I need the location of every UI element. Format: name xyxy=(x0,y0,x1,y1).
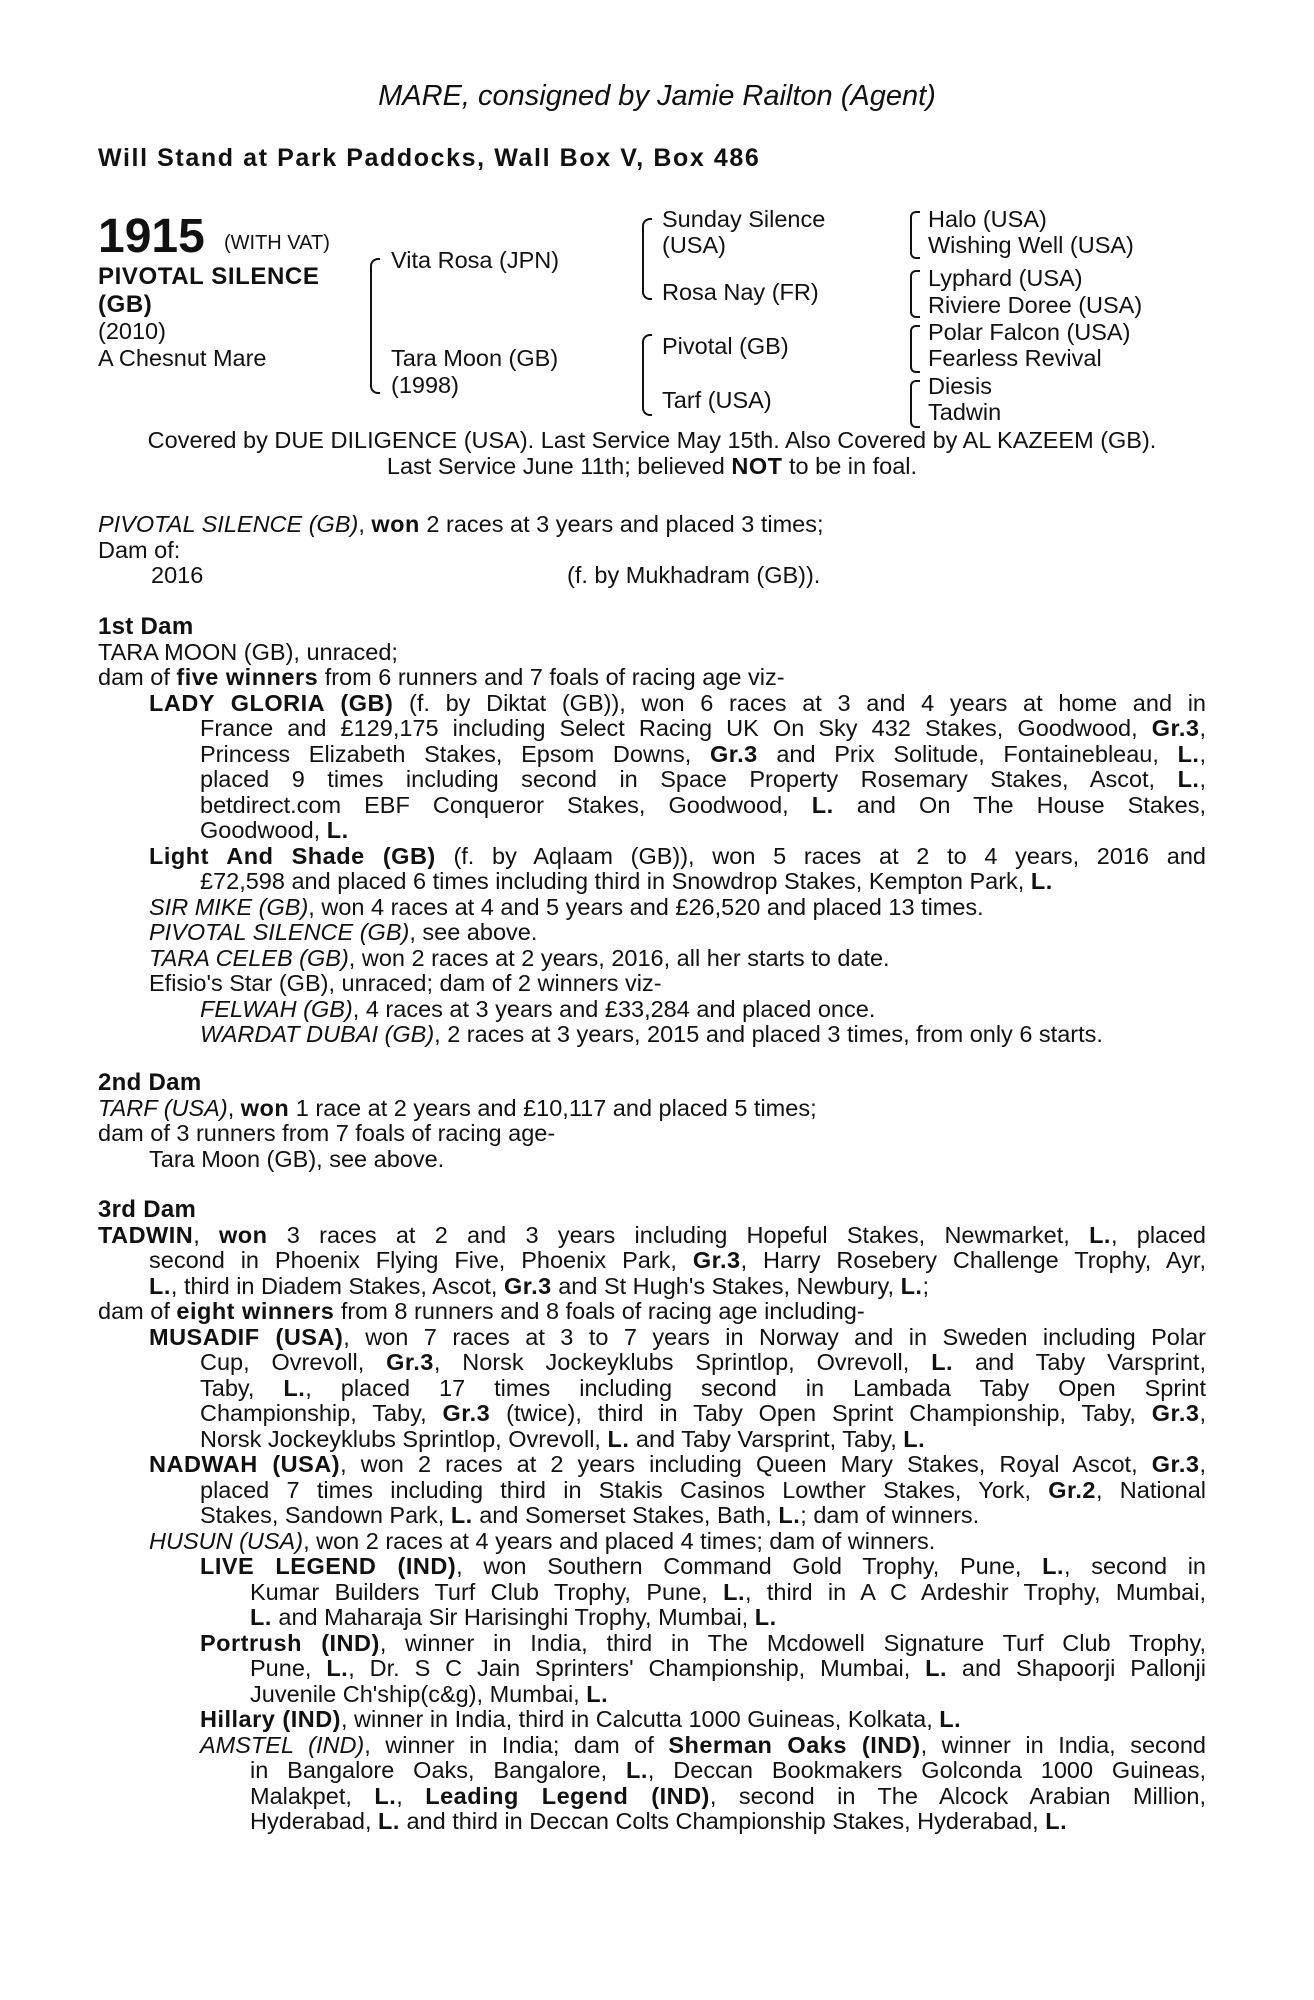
produce-musadif: MUSADIF (USA), won 7 races at 3 to 7 years in Norway and in Sweden including Polar xyxy=(149,1324,1206,1350)
text-line: Norsk Jockeyklubs Sprintlop, Ovrevoll, L. and Taby Varsprint, Taby, L. xyxy=(200,1425,926,1452)
produce-item: 2016 (f. by Mukhadram (GB)). xyxy=(151,562,821,588)
pedigree-dss: Polar Falcon (USA) xyxy=(928,319,1131,345)
text-line: placed 7 times including third in Stakis Casinos Lowther Stakes, York, Gr.2, National xyxy=(200,1477,1206,1503)
pedigree-sdd: Riviere Doree (USA) xyxy=(928,292,1143,318)
produce-portrush: Portrush (IND), winner in India, third in The Mcdowell Signature Turf Club Trophy, xyxy=(200,1630,1206,1656)
produce-felwah: FELWAH (GB), 4 races at 3 years and £33,284 and placed once. xyxy=(200,995,876,1022)
second-dam-summary: dam of 3 runners from 7 foals of racing age- xyxy=(98,1120,556,1146)
covering-line-2: Last Service June 11th; believed NOT to be in foal. xyxy=(386,452,918,479)
pedigree-sire-sire-1: Sunday Silence xyxy=(662,206,826,232)
produce-hillary: Hillary (IND), winner in India, third in Calcutta 1000 Guineas, Kolkata, L. xyxy=(200,1706,962,1732)
produce-amstel: AMSTEL (IND), winner in India; dam of Sherman Oaks (IND), winner in India, second xyxy=(200,1732,1206,1758)
brace-dam-side xyxy=(642,334,652,416)
text-line: L., third in Diadem Stakes, Ascot, Gr.3 and St Hugh's Stakes, Newbury, L.; xyxy=(149,1272,929,1299)
text-line: L. and Maharaja Sir Harisinghi Trophy, Mumbai, L. xyxy=(250,1604,777,1630)
pedigree-dsd: Fearless Revival xyxy=(928,345,1102,371)
text-line: placed 9 times including second in Space Property Rosemary Stakes, Ascot, L., xyxy=(200,767,1206,792)
pedigree-sire: Vita Rosa (JPN) xyxy=(391,247,560,273)
horse-name-line1: PIVOTAL SILENCE xyxy=(98,263,320,290)
produce-record xyxy=(98,512,1206,589)
text-line: Taby, L., placed 17 times including second in Lambada Taby Open Sprint xyxy=(200,1375,1206,1401)
first-dam-summary: dam of five winners from 6 runners and 7 foals of racing age viz- xyxy=(98,664,785,690)
stand-location: Will Stand at Park Paddocks, Wall Box V, Box 486 xyxy=(98,144,761,172)
pedigree-dam: Tara Moon (GB) xyxy=(391,345,559,371)
page-title: MARE, consigned by Jamie Railton (Agent) xyxy=(378,80,936,112)
text-line: £72,598 and placed 6 times including third in Snowdrop Stakes, Kempton Park, L. xyxy=(200,868,1053,894)
third-dam-heading: 3rd Dam xyxy=(98,1196,197,1223)
text-line: Juvenile Ch'ship(c&g), Mumbai, L. xyxy=(250,1680,609,1707)
horse-description: A Chesnut Mare xyxy=(98,345,267,371)
pedigree-dam-year: (1998) xyxy=(391,372,459,398)
brace-gen1 xyxy=(370,258,380,394)
pedigree-dam-dam: Tarf (USA) xyxy=(662,387,772,413)
produce-light-and-shade: Light And Shade (GB) (f. by Aqlaam (GB)), won 5 races at 2 to 4 years, 2016 and xyxy=(149,843,1206,869)
produce-wardat-dubai: WARDAT DUBAI (GB), 2 races at 3 years, 2015 and placed 3 times, from only 6 starts. xyxy=(200,1021,1103,1047)
brace-gen3-2 xyxy=(910,270,920,318)
vat-note: (WITH VAT) xyxy=(224,232,330,254)
text-line: betdirect.com EBF Conqueror Stakes, Goodwood, L. and On The House Stakes, xyxy=(200,792,1206,818)
brace-gen3-4 xyxy=(910,380,920,428)
third-dam-summary: dam of eight winners from 8 runners and 8 foals of racing age including- xyxy=(98,1298,865,1324)
brace-gen3-1 xyxy=(910,211,920,259)
foaling-year: (2010) xyxy=(98,318,166,344)
produce-lady-gloria: LADY GLORIA (GB) (f. by Diktat (GB)), won 6 races at 3 and 4 years at home and in xyxy=(149,690,1206,716)
text-line: Kumar Builders Turf Club Trophy, Pune, L., third in A C Ardeshir Trophy, Mumbai, xyxy=(250,1579,1206,1605)
pedigree-dds: Diesis xyxy=(928,373,992,399)
brace-sire-side xyxy=(642,218,652,300)
first-dam-heading: 1st Dam xyxy=(98,613,194,640)
text-line: Stakes, Sandown Park, L. and Somerset Stakes, Bath, L.; dam of winners. xyxy=(200,1502,980,1528)
pedigree-sire-dam: Rosa Nay (FR) xyxy=(662,279,819,305)
pedigree-sss: Halo (USA) xyxy=(928,206,1047,232)
pedigree-sire-sire-2: (USA) xyxy=(662,232,726,258)
produce-tara-celeb: TARA CELEB (GB), won 2 races at 2 years, 2016, all her starts to date. xyxy=(149,944,890,971)
text-line: Goodwood, L. xyxy=(200,817,349,843)
produce-live-legend: LIVE LEGEND (IND), won Southern Command Gold Trophy, Pune, L., second in xyxy=(200,1554,1206,1579)
produce-pivotal-silence: PIVOTAL SILENCE (GB), see above. xyxy=(149,919,538,945)
third-dam-section xyxy=(98,1197,1206,1835)
produce-sir-mike: SIR MIKE (GB), won 4 races at 4 and 5 years and £26,520 and placed 13 times. xyxy=(149,893,984,920)
pedigree-ddd: Tadwin xyxy=(928,399,1002,425)
text-line: Championship, Taby, Gr.3 (twice), third in Taby Open Sprint Championship, Taby, Gr.3, xyxy=(200,1401,1206,1426)
produce-efisios-star: Efisio's Star (GB), unraced; dam of 2 winners viz- xyxy=(149,970,662,996)
pedigree-ssd: Wishing Well (USA) xyxy=(928,232,1134,258)
third-dam-line: TADWIN, won 3 races at 2 and 3 years including Hopeful Stakes, Newmarket, L., placed xyxy=(98,1222,1206,1248)
covering-line-1: Covered by DUE DILIGENCE (USA). Last Service May 15th. Also Covered by AL KAZEEM (GB). xyxy=(147,427,1157,453)
pedigree-sds: Lyphard (USA) xyxy=(928,265,1083,291)
text-line: Hyderabad, L. and third in Deccan Colts Championship Stakes, Hyderabad, L. xyxy=(250,1808,1068,1834)
horse-name-line2: (GB) xyxy=(98,291,153,318)
text-line: in Bangalore Oaks, Bangalore, L., Deccan Bookmakers Golconda 1000 Guineas, xyxy=(250,1758,1206,1783)
text-line: Cup, Ovrevoll, Gr.3, Norsk Jockeyklubs Sprintlop, Ovrevoll, L. and Taby Varsprint, xyxy=(200,1350,1206,1375)
produce-husun: HUSUN (USA), won 2 races at 4 years and placed 4 times; dam of winners. xyxy=(149,1527,936,1554)
covering-note xyxy=(98,428,1206,479)
text-line: Malakpet, L., Leading Legend (IND), second in The Alcock Arabian Million, xyxy=(250,1783,1206,1809)
text-line: second in Phoenix Flying Five, Phoenix Park, Gr.3, Harry Rosebery Challenge Trophy, Ayr, xyxy=(149,1248,1206,1273)
mare-record: PIVOTAL SILENCE (GB), won 2 races at 3 years and placed 3 times; xyxy=(98,511,824,537)
lot-number: 1915 xyxy=(98,210,205,263)
text-line: France and £129,175 including Select Racing UK On Sky 432 Stakes, Goodwood, Gr.3, xyxy=(200,716,1206,741)
brace-gen3-3 xyxy=(910,325,920,373)
produce-nadwah: NADWAH (USA), won 2 races at 2 years including Queen Mary Stakes, Royal Ascot, Gr.3, xyxy=(149,1452,1206,1477)
text-line: Pune, L., Dr. S C Jain Sprinters' Championship, Mumbai, L. and Shapoorji Pallonji xyxy=(250,1656,1206,1681)
first-dam-line: TARA MOON (GB), unraced; xyxy=(98,638,398,665)
second-dam-heading: 2nd Dam xyxy=(98,1069,202,1096)
pedigree-dam-sire: Pivotal (GB) xyxy=(662,333,789,359)
second-dam-line: TARF (USA), won 1 race at 2 years and £10,117 and placed 5 times; xyxy=(98,1094,817,1121)
produce-tara-moon: Tara Moon (GB), see above. xyxy=(149,1145,445,1172)
dam-of-label: Dam of: xyxy=(98,536,181,563)
text-line: Princess Elizabeth Stakes, Epsom Downs, Gr.3 and Prix Solitude, Fontainebleau, L., xyxy=(200,741,1206,767)
first-dam-section xyxy=(98,614,1206,1048)
second-dam-section xyxy=(98,1070,1206,1172)
